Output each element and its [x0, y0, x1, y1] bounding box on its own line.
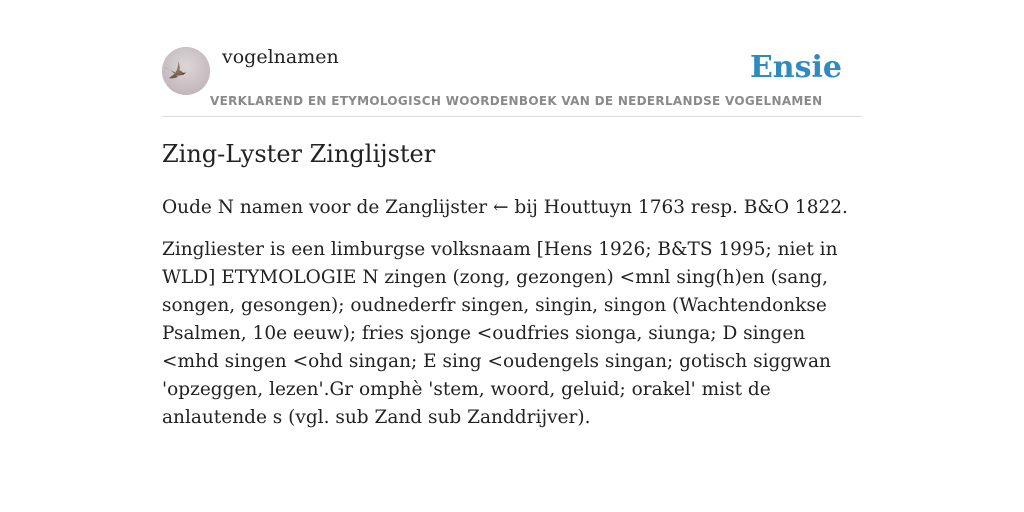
dictionary-header — [162, 0, 862, 117]
dictionary-subtitle: VERKLAREND EN ETYMOLOGISCH WOORDENBOEK VAN DE NEDERLANDSE VOGELNAMEN — [210, 94, 823, 108]
dictionary-name[interactable]: vogelnamen — [222, 46, 339, 68]
entry-paragraph-2: Zingliester is een limburgse volksnaam [Hens 1926; B&TS 1995; niet in WLD] ETYMOLOGIE N zingen (zong, gezongen) <mnl sing(h)en (sang, songen, gesongen); oudnederfr singen, singin, singon (Wachtendonkse Psalmen, 10e eeuw); fries sjonge <oudfries sionga, siunga; D singen <mhd singen <ohd singan; E sing <oudengels singan; gotisch siggwan 'opzeggen, lezen'.Gr omphè 'stem, woord, geluid; orakel' mist de anlautende s (vgl. sub Zand sub Zanddrijver). — [162, 239, 838, 428]
entry-paragraph-1: Oude N namen voor de Zanglijster ← bij Houttuyn 1763 resp. B&O 1822. — [162, 197, 848, 218]
bird-in-flight-icon[interactable] — [162, 47, 210, 95]
ensie-logo[interactable]: Ensie — [749, 50, 842, 85]
entry-title: Zing-Lyster Zinglijster — [162, 140, 436, 168]
entry-content — [162, 138, 862, 446]
